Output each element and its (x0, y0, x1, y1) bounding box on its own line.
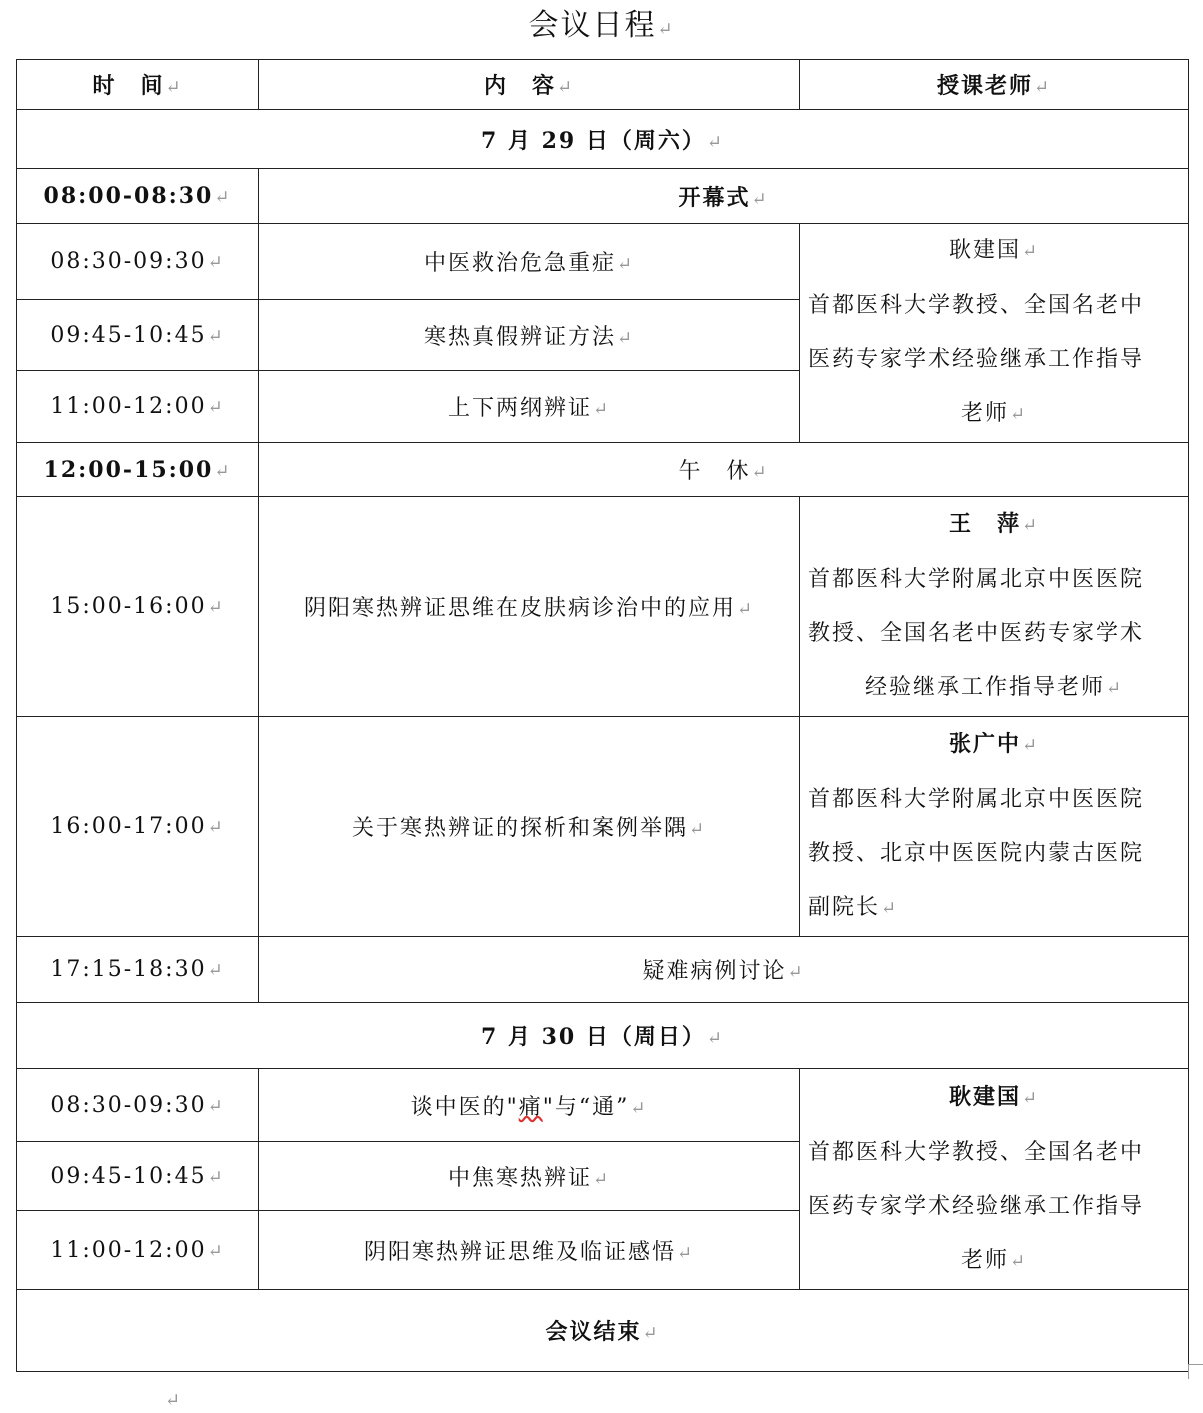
teacher-cell (800, 224, 1189, 443)
paragraph-mark-icon: ↵ (165, 1390, 181, 1411)
teacher-bio-line: 首都医科大学教授、全国名老中 (808, 293, 1145, 318)
meeting-end: 会议结束↵ (17, 1290, 1189, 1372)
teacher-bio-line: 教授、全国名老中医药专家学术 (808, 621, 1145, 646)
session-time: 08:30-09:30↵ (17, 1069, 259, 1142)
day2-label: 7 月 30 日（周日）↵ (17, 1003, 1189, 1069)
session-time: 09:45-10:45↵ (17, 1142, 259, 1211)
header-teacher: 授课老师↵ (800, 60, 1189, 110)
header-content: 内 容↵ (259, 60, 800, 110)
opening-row (17, 169, 1189, 224)
header-time: 时 间↵ (17, 60, 259, 110)
teacher-bio-line: 老师↵ (960, 401, 1028, 426)
teacher-cell (800, 717, 1189, 937)
page-corner-mark (1188, 1364, 1203, 1379)
teacher-bio-line: 医药专家学术经验继承工作指导 (808, 1193, 1145, 1219)
session-time: 09:45-10:45↵ (17, 299, 259, 371)
teacher-name: 张广中↵ (948, 731, 1040, 757)
day1-row (17, 110, 1189, 169)
day1-label: 7 月 29 日（周六）↵ (17, 110, 1189, 169)
session-time: 11:00-12:00↵ (17, 371, 259, 443)
table-row (17, 224, 1189, 300)
teacher-bio-line: 首都医科大学附属北京中医医院 (808, 567, 1145, 592)
case-discussion: 疑难病例讨论↵ (259, 937, 1189, 1003)
spellcheck-squiggle: 痛 (518, 1094, 543, 1120)
table-row (17, 717, 1189, 937)
session-content: 阴阳寒热辨证思维及临证感悟↵ (259, 1211, 800, 1290)
session-time: 08:30-09:30↵ (17, 224, 259, 300)
opening-ceremony: 开幕式↵ (259, 169, 1189, 224)
teacher-bio-line: 首都医科大学附属北京中医医院 (808, 787, 1145, 812)
teacher-bio-line: 老师↵ (960, 1247, 1028, 1273)
table-row (17, 497, 1189, 717)
closing-row (17, 1290, 1189, 1372)
teacher-bio-line: 副院长↵ (808, 895, 899, 920)
session-content: 阴阳寒热辨证思维在皮肤病诊治中的应用↵ (259, 497, 800, 717)
session-content: 中医救治危急重症↵ (259, 224, 800, 300)
discussion-row (17, 937, 1189, 1003)
session-content: 谈中医的"痛"与“通”↵ (259, 1069, 800, 1142)
schedule-table (16, 59, 1189, 1372)
session-time: 15:00-16:00↵ (17, 497, 259, 717)
day2-row (17, 1003, 1189, 1069)
teacher-name: 耿建国↵ (948, 238, 1040, 263)
teacher-name: 耿建国↵ (948, 1083, 1040, 1110)
session-time: 11:00-12:00↵ (17, 1211, 259, 1290)
session-content: 上下两纲辨证↵ (259, 371, 800, 443)
session-time: 17:15-18:30↵ (17, 937, 259, 1003)
teacher-bio-line: 医药专家学术经验继承工作指导 (808, 347, 1145, 372)
paragraph-mark-icon: ↵ (657, 19, 675, 40)
session-time: 16:00-17:00↵ (17, 717, 259, 937)
lunch-break: 午 休↵ (259, 443, 1189, 497)
break-row (17, 443, 1189, 497)
teacher-cell (800, 1069, 1189, 1290)
teacher-cell (800, 497, 1189, 717)
header-row (17, 60, 1189, 110)
teacher-bio-line: 教授、北京中医医院内蒙古医院 (808, 841, 1145, 866)
teacher-bio-line: 首都医科大学教授、全国名老中 (808, 1139, 1145, 1165)
session-content: 中焦寒热辨证↵ (259, 1142, 800, 1211)
session-content: 寒热真假辨证方法↵ (259, 299, 800, 371)
opening-time: 08:00-08:30↵ (17, 169, 259, 224)
table-row (17, 1069, 1189, 1142)
teacher-bio-line: 经验继承工作指导老师↵ (864, 675, 1124, 700)
teacher-name: 王 萍↵ (948, 511, 1040, 537)
page-title: 会议日程↵ (528, 8, 675, 43)
break-time: 12:00-15:00↵ (17, 443, 259, 497)
session-content: 关于寒热辨证的探析和案例举隅↵ (259, 717, 800, 937)
